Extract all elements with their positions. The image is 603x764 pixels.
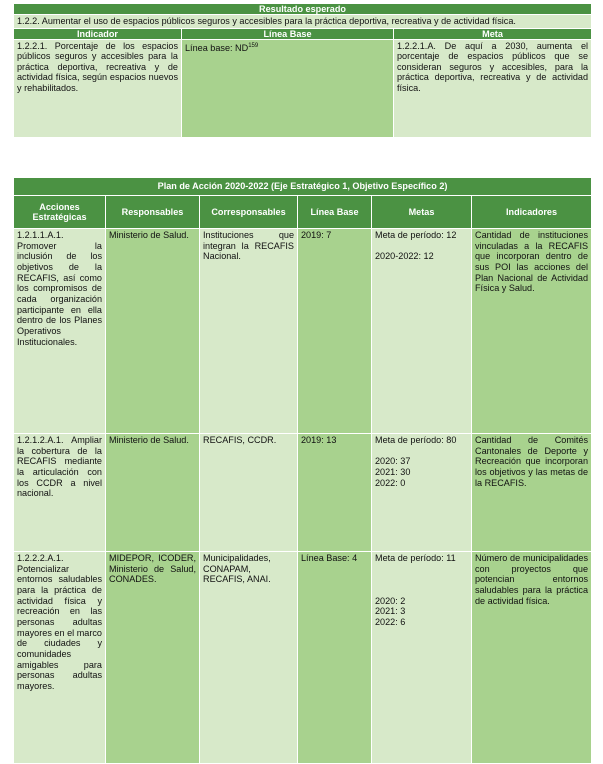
corresponsables-cell: Municipalidades, CONAPAM, RECAFIS, ANAI. — [200, 552, 298, 764]
col-header-corresponsables: Corresponsables — [200, 196, 298, 229]
indicador-cell: Cantidad de Comités Cantonales de Deporte y Recreación que incorporan los objetivos y las metas de la RECAFIS. — [472, 434, 592, 552]
corresponsables-cell: Instituciones que integran la RECAFIS Nacional. — [200, 229, 298, 434]
indicador-cell: Cantidad de instituciones vinculadas a la RECAFIS que incorporan dentro de sus POI las acciones del Plan Nacional de Actividad Física y Salud. — [472, 229, 592, 434]
col-header-acciones: Acciones Estratégicas — [14, 196, 106, 229]
meta-detalle: 2020-2022: 12 — [375, 251, 434, 262]
meta-periodo: Meta de período: 80 — [375, 435, 457, 445]
meta-detalle: 2021: 30 — [375, 466, 411, 477]
meta-detalle: 2022: 6 — [375, 616, 406, 627]
expected-result-title: Resultado esperado — [14, 4, 592, 15]
metas-cell — [372, 552, 472, 764]
col-header-indicadores: Indicadores — [472, 196, 592, 229]
linea-base-cell: 2019: 13 — [298, 434, 372, 552]
meta-detalle: 2021: 3 — [375, 606, 406, 617]
responsables-cell: Ministerio de Salud. — [106, 229, 200, 434]
meta-cell: 1.2.2.1.A. De aquí a 2030, aumenta el porcentaje de espacios públicos que se consideran seguros y accesibles, para la práctica deportiva, recreativa y de actividad física. — [394, 39, 592, 137]
corresponsables-cell: RECAFIS, CCDR. — [200, 434, 298, 552]
action-plan-title: Plan de Acción 2020-2022 (Eje Estratégico 1, Objetivo Específico 2) — [14, 178, 592, 196]
table-row — [14, 434, 592, 552]
action-plan-table — [13, 177, 592, 764]
linea-base-cell — [182, 39, 394, 137]
meta-detalle: 2020: 2 — [375, 595, 406, 606]
accion-cell: 1.2.1.2.A.1. Ampliar la cobertura de la RECAFIS mediante la articulación con los CCDR a nivel nacional. — [14, 434, 106, 552]
expected-result-table — [13, 3, 592, 138]
table-row — [14, 552, 592, 764]
header-indicador: Indicador — [14, 28, 182, 39]
header-meta: Meta — [394, 28, 592, 39]
linea-base-text: Línea base: ND — [185, 42, 249, 53]
responsables-cell: Ministerio de Salud. — [106, 434, 200, 552]
indicador-cell: 1.2.2.1. Porcentaje de los espacios públicos seguros y accesibles para la práctica deportiva, recreativa y de actividad física, según espacios nuevos y rehabilitados. — [14, 39, 182, 137]
accion-cell: 1.2.1.1.A.1. Promover la inclusión de los objetivos de la RECAFIS, así como los compromisos de cada organización participante en ella dentro de los Planes Operativos Institucionales. — [14, 229, 106, 434]
footnote-ref: 159 — [248, 42, 259, 49]
col-header-responsables: Responsables — [106, 196, 200, 229]
indicador-cell: Número de municipalidades con proyectos que potencian entornos saludables para la práctica de actividad física. — [472, 552, 592, 764]
metas-cell — [372, 229, 472, 434]
table-row — [14, 229, 592, 434]
metas-cell — [372, 434, 472, 552]
meta-detalle: 2020: 37 — [375, 456, 411, 467]
accion-cell: 1.2.2.2.A.1. Potencializar entornos saludables para la práctica de actividad física y recreación en las personas adultas mayores en el marco de ciudades y comunidades amigables para personas adultas mayores. — [14, 552, 106, 764]
responsables-cell: MIDEPOR, ICODER, Ministerio de Salud, CONADES. — [106, 552, 200, 764]
meta-periodo: Meta de período: 12 — [375, 230, 457, 240]
col-header-linea-base: Línea Base — [298, 196, 372, 229]
header-linea-base: Línea Base — [182, 28, 394, 39]
meta-periodo: Meta de período: 11 — [375, 553, 456, 563]
linea-base-cell: 2019: 7 — [298, 229, 372, 434]
meta-detalle: 2022: 0 — [375, 477, 406, 488]
linea-base-cell: Línea Base: 4 — [298, 552, 372, 764]
col-header-metas: Metas — [372, 196, 472, 229]
expected-result-statement: 1.2.2. Aumentar el uso de espacios públicos seguros y accesibles para la práctica deportiva, recreativa y de actividad física. — [14, 15, 592, 29]
